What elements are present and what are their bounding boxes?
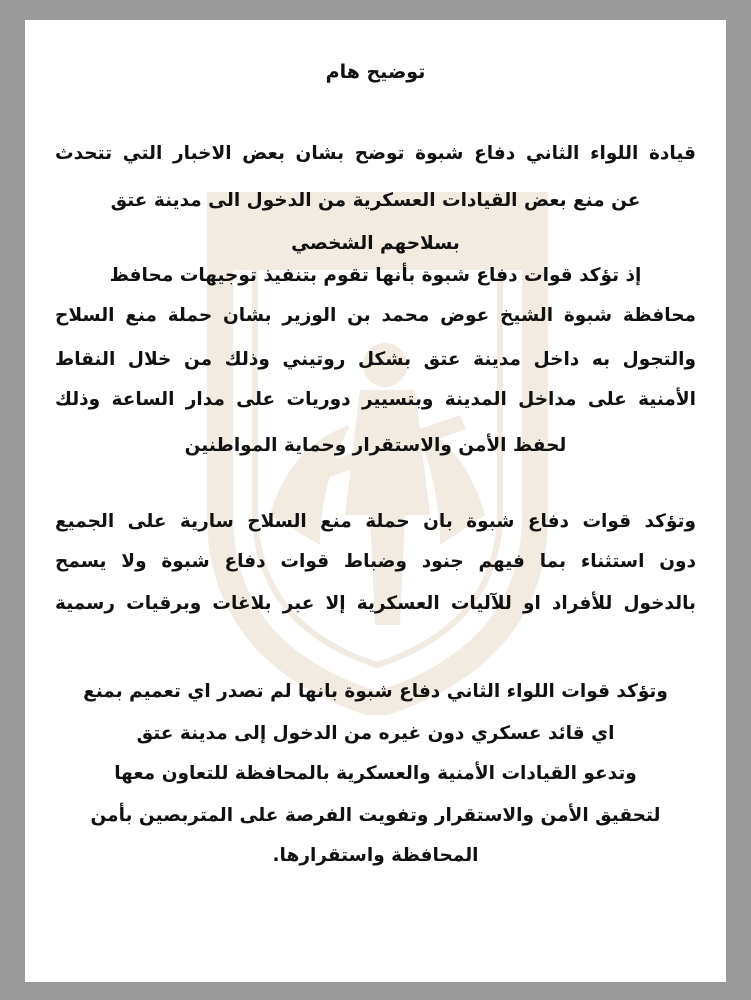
text-line: وتؤكد قوات اللواء الثاني دفاع شبوة بانها لم تصدر اي تعميم بمنع [83, 681, 668, 702]
text-line: وتؤكد قوات دفاع شبوة بان حملة منع السلاح سارية على الجميع [55, 511, 696, 532]
text-line: دون استثناء بما فيهم جنود وضباط قوات دفاع شبوة ولا يسمح [55, 551, 696, 572]
text-line: لتحقيق الأمن والاستقرار وتفويت الفرصة على المتربصين بأمن [90, 805, 661, 826]
text-line: اي قائد عسكري دون غيره من الدخول إلى مدينة عتق [136, 723, 615, 744]
text-line: بالدخول للأفراد او للآليات العسكرية إلا عبر بلاغات وبرقيات رسمية [55, 593, 696, 614]
document-title: توضيح هام [325, 61, 426, 83]
text-line: قيادة اللواء الثاني دفاع شبوة توضح بشان بعض الاخبار التي تتحدث [55, 143, 696, 164]
text-line: عن منع بعض القيادات العسكرية من الدخول الى مدينة عتق [110, 190, 641, 211]
text-line: المحافظة واستقرارها. [272, 845, 479, 866]
text-line: بسلاحهم الشخصي [291, 233, 460, 254]
text-line: والتجول به داخل مدينة عتق بشكل روتيني وذلك من خلال النقاط [55, 349, 696, 370]
text-line: الأمنية على مداخل المدينة وبتسيير دوريات على مدار الساعة وذلك [55, 389, 696, 410]
text-line: إذ تؤكد قوات دفاع شبوة بأنها تقوم بتنفيذ توجيهات محافظ [109, 265, 642, 286]
text-line: وتدعو القيادات الأمنية والعسكرية بالمحافظة للتعاون معها [114, 763, 637, 784]
text-line: محافظة شبوة الشيخ عوض محمد بن الوزير بشان حملة منع السلاح [55, 305, 696, 326]
text-line: لحفظ الأمن والاستقرار وحماية المواطنين [184, 435, 567, 456]
document-page [25, 20, 726, 982]
